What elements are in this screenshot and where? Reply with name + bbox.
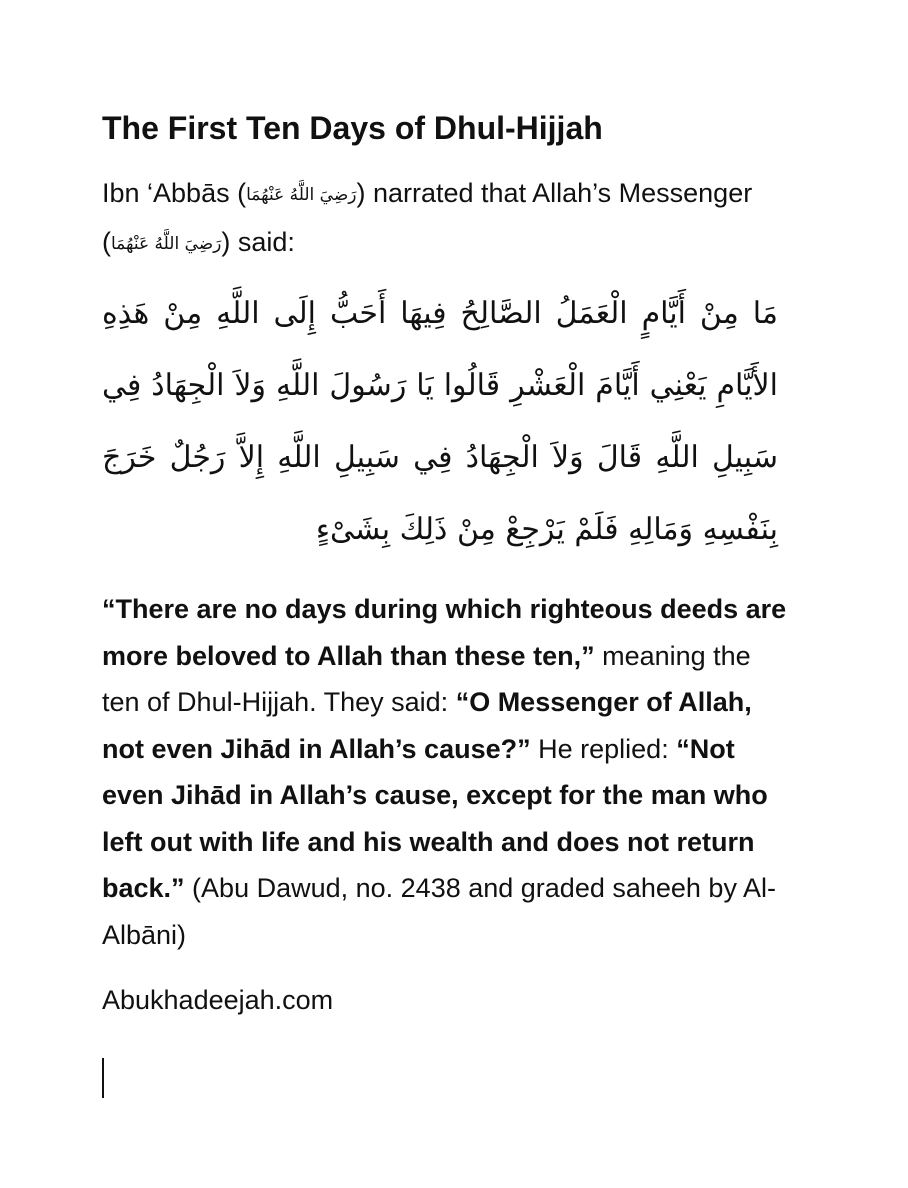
honorific-glyph: رَضِيَ اللَّهُ عَنْهُمَا bbox=[246, 185, 357, 205]
translation-quote-2: “O Messenger of Allah, not even Jihād in Allah’s cause?” bbox=[102, 687, 752, 764]
hadith-translation bbox=[102, 586, 787, 958]
honorific-glyph-2: رَضِيَ اللَّهُ عَنْهُمَا bbox=[111, 234, 222, 254]
document-body bbox=[102, 108, 792, 1020]
intro-text-1: Ibn ‘Abbās ( bbox=[102, 178, 247, 208]
translation-quote-3: “Not even Jihād in Allah’s cause, except for the man who left out with life and his wealth and does not return back.” bbox=[102, 733, 768, 903]
translation-citation: (Abu Dawud, no. 2438 and graded saheeh by Al-Albāni) bbox=[102, 873, 776, 950]
intro-text-2: ) narrated that Allah’s Messenger ( bbox=[102, 178, 753, 257]
translation-quote-1: “There are no days during which righteous deeds are more beloved to Allah than these ten,” bbox=[102, 594, 787, 671]
arabic-hadith-text: مَا مِنْ أَيَّامٍ الْعَمَلُ الصَّالِحُ فِيهَا أَحَبُّ إِلَى اللَّهِ مِنْ هَذِهِ الأَيَّامِ يَعْنِي أَيَّامَ الْعَشْرِ قَالُوا يَا رَسُولَ اللَّهِ وَلاَ الْجِهَادُ فِي سَبِيلِ اللَّهِ قَالَ وَلاَ الْجِهَادُ فِي سَبِيلِ اللَّهِ إِلاَّ رَجُلٌ خَرَجَ بِنَفْسِهِ وَمَالِهِ فَلَمْ يَرْجِعْ مِنْ ذَلِكَ بِشَىْءٍ bbox=[102, 296, 778, 547]
translation-text-2: He replied: bbox=[530, 733, 677, 764]
website-footer: Abukhadeejah.com bbox=[102, 985, 334, 1015]
page-title: The First Ten Days of Dhul-Hijjah bbox=[102, 110, 603, 146]
text-cursor[interactable] bbox=[102, 1058, 104, 1098]
translation-text-1: meaning the ten of Dhul-Hijjah. They said: bbox=[102, 640, 751, 717]
hadith-intro bbox=[102, 170, 792, 268]
intro-text-3: ) said: bbox=[221, 227, 295, 257]
